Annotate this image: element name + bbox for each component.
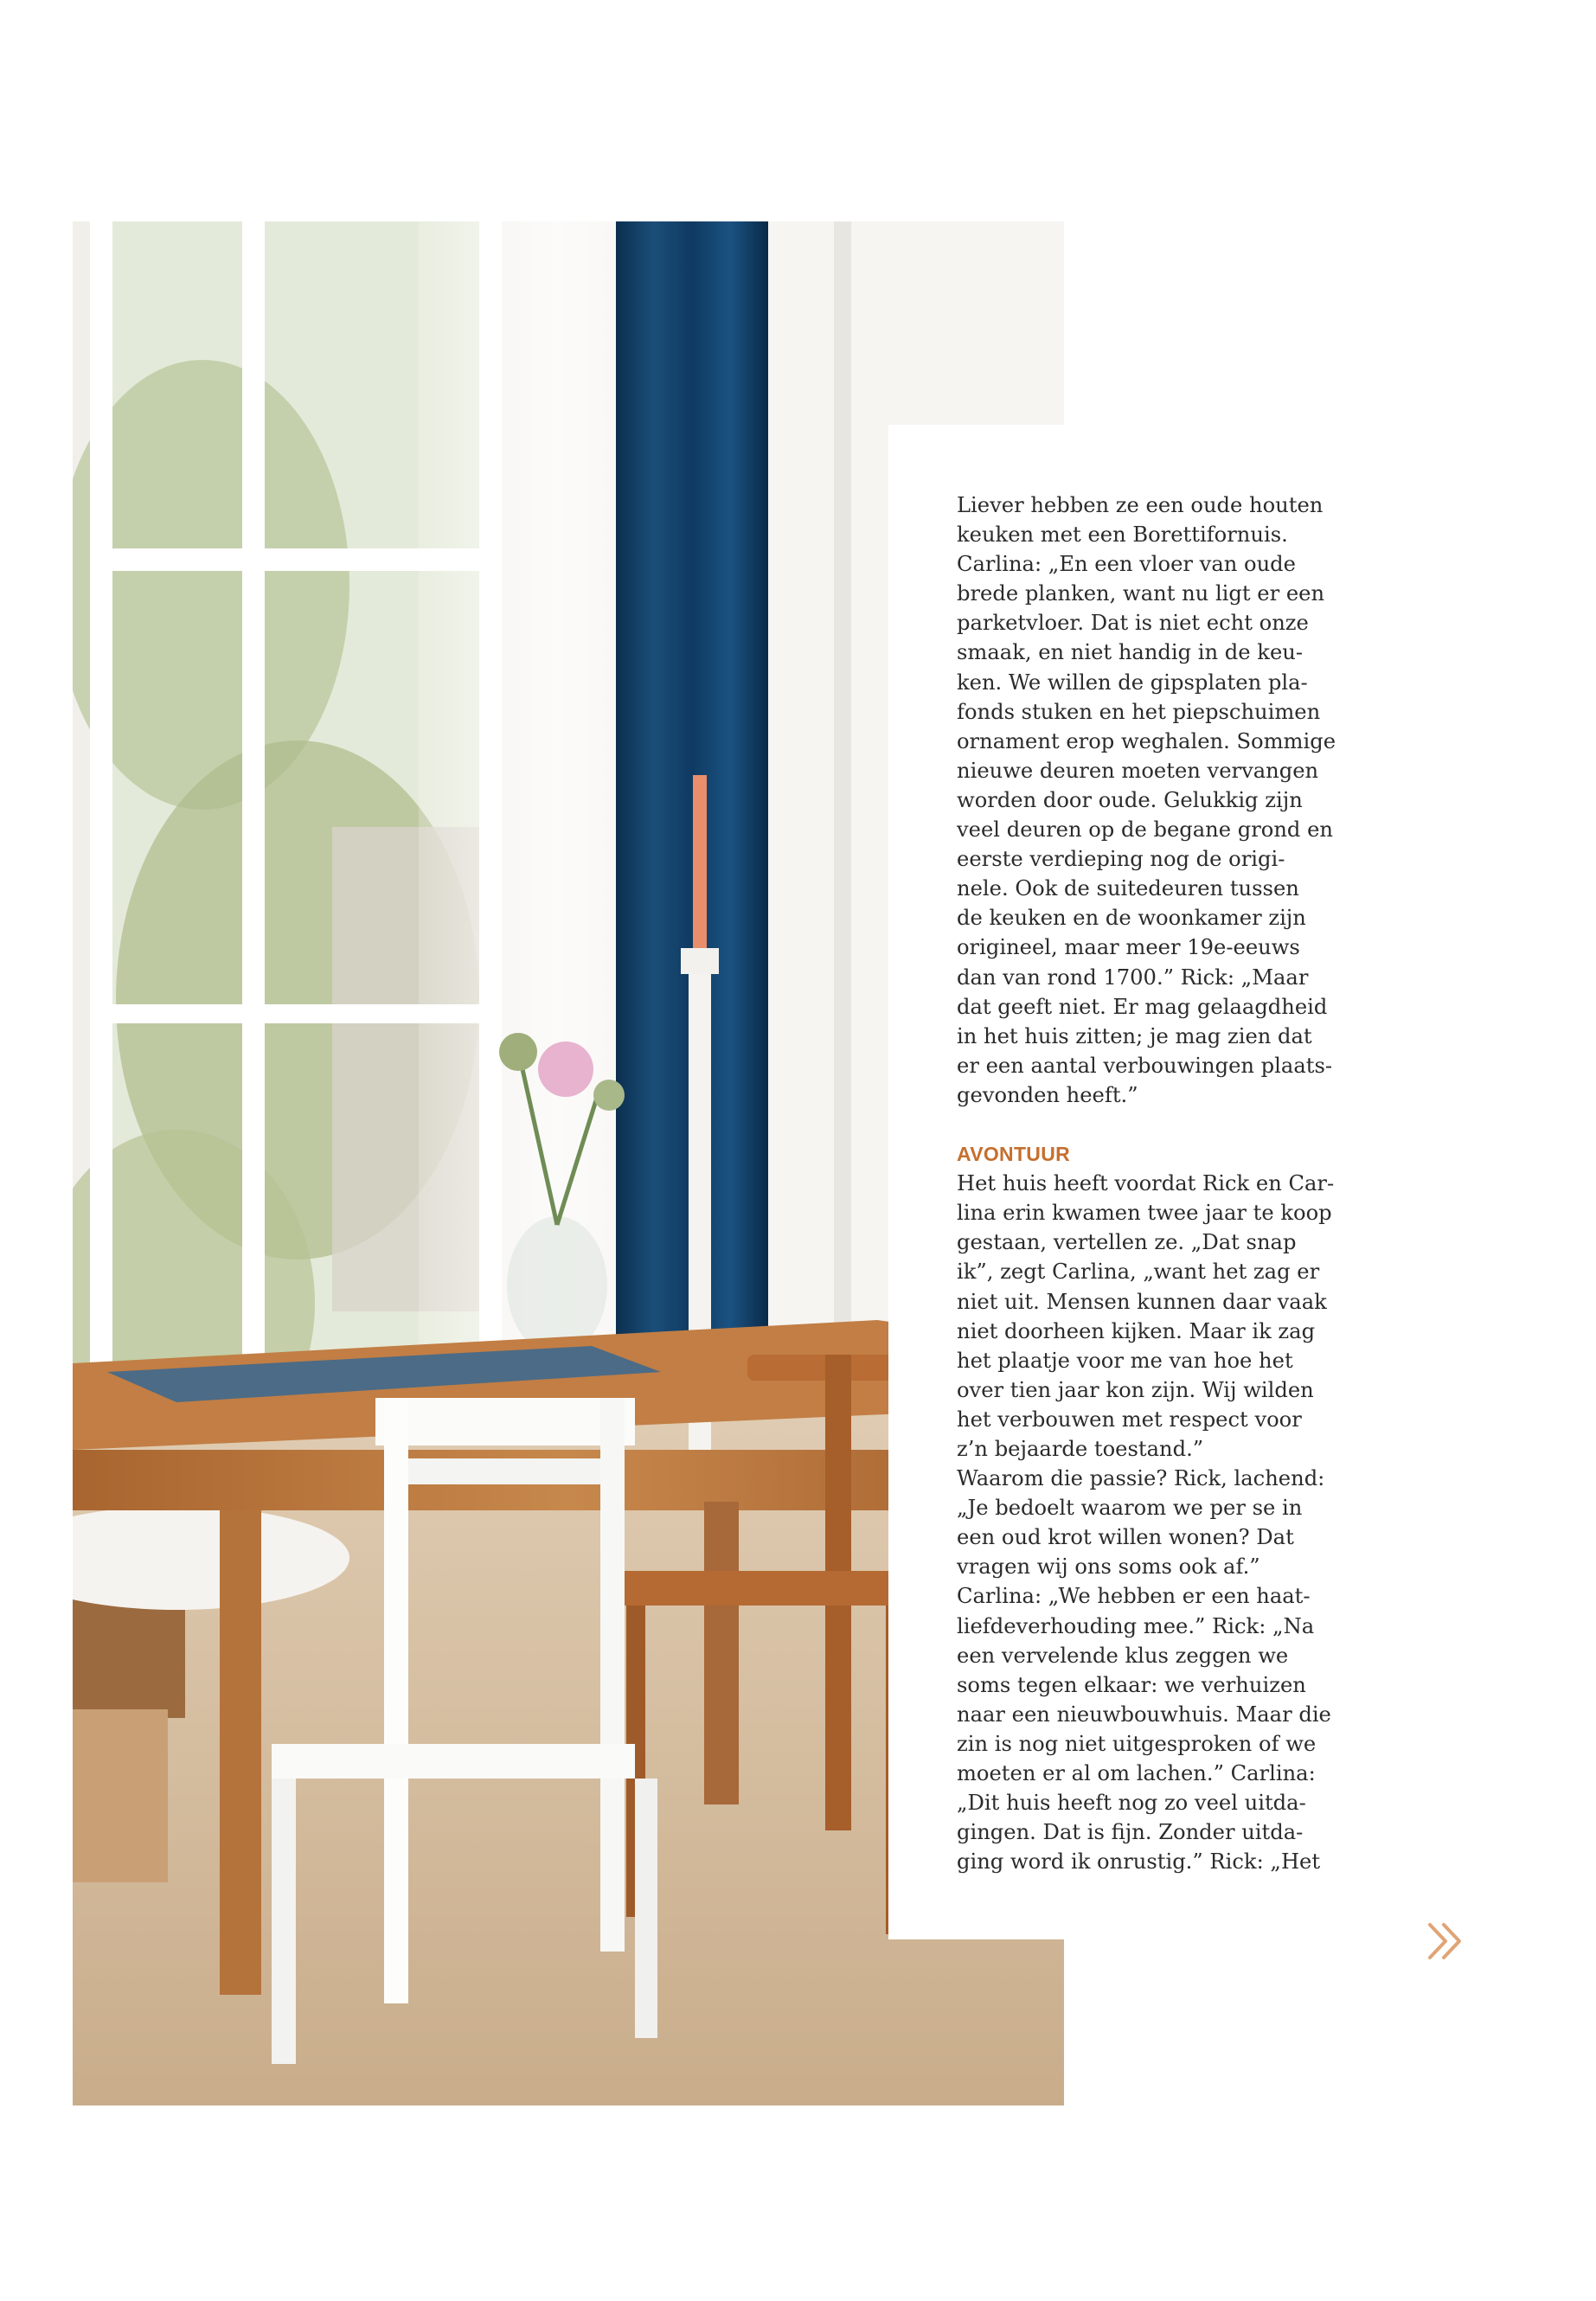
article-line: „Je bedoelt waarom we per se in	[957, 1496, 1303, 1521]
article-line: ken. We willen de gipsplaten pla-	[957, 670, 1308, 695]
article-line: soms tegen elkaar: we verhuizen	[957, 1672, 1306, 1697]
article-line: Carlina: „We hebben er een haat-	[957, 1584, 1311, 1609]
article-line: het verbouwen met respect voor	[957, 1407, 1302, 1432]
article-line: dat geeft niet. Er mag gelaagdheid	[957, 994, 1328, 1019]
article-line: er een aantal verbouwingen plaats-	[957, 1053, 1333, 1078]
article-line: Het huis heeft voordat Rick en Car-	[957, 1171, 1335, 1196]
article-line: over tien jaar kon zijn. Wij wilden	[957, 1377, 1314, 1402]
article-line: worden door oude. Gelukkig zijn	[957, 787, 1303, 812]
article-line: keuken met een Borettifornuis.	[957, 522, 1288, 548]
article-text-panel	[888, 425, 1356, 1939]
article-line: gingen. Dat is fijn. Zonder uitda-	[957, 1820, 1304, 1845]
article-line: in het huis zitten; je mag zien dat	[957, 1023, 1312, 1048]
article-paragraph	[957, 1169, 1355, 1464]
article-line: een oud krot willen wonen? Dat	[957, 1525, 1294, 1550]
article-line: Carlina: „En een vloer van oude	[957, 552, 1296, 577]
article-line: brede planken, want nu ligt er een	[957, 581, 1325, 606]
article-line: „Dit huis heeft nog zo veel uitda-	[957, 1791, 1306, 1816]
section-heading: AVONTUUR	[957, 1143, 1071, 1166]
article-line: de keuken en de woonkamer zijn	[957, 906, 1306, 931]
article-line: origineel, maar meer 19e-eeuws	[957, 935, 1300, 960]
article-line: niet uit. Mensen kunnen daar vaak	[957, 1289, 1327, 1314]
article-line: liefdeverhouding mee.” Rick: „Na	[957, 1613, 1315, 1638]
article-line: nieuwe deuren moeten vervangen	[957, 758, 1319, 783]
article-line: Liever hebben ze een oude houten	[957, 493, 1324, 517]
article-line: z’n bejaarde toestand.”	[957, 1437, 1204, 1461]
article-line: het plaatje voor me van hoe het	[957, 1348, 1293, 1373]
article-line: ornament erop weghalen. Sommige	[957, 728, 1336, 753]
article-line: een vervelende klus zeggen we	[957, 1643, 1289, 1668]
article-line: lina erin kwamen twee jaar te koop	[957, 1201, 1332, 1226]
article-line: zin is nog niet uitgesproken of we	[957, 1731, 1317, 1756]
article-line: vragen wij ons soms ook af.”	[957, 1554, 1260, 1580]
article-line: fonds stuken en het piepschuimen	[957, 699, 1321, 724]
article-paragraph	[957, 1464, 1355, 1876]
article-line: smaak, en niet handig in de keu-	[957, 640, 1304, 665]
article-line: dan van rond 1700.” Rick: „Maar	[957, 965, 1309, 990]
article-line: ik”, zegt Carlina, „want het zag er	[957, 1259, 1320, 1285]
article-line: nele. Ook de suitedeuren tussen	[957, 876, 1299, 901]
article-body	[957, 490, 1355, 1876]
article-line: parketvloer. Dat is niet echt onze	[957, 611, 1309, 636]
double-chevron-right-icon	[1425, 1921, 1468, 1961]
article-line: eerste verdieping nog de origi-	[957, 847, 1285, 872]
article-line: niet doorheen kijken. Maar ik zag	[957, 1318, 1316, 1343]
article-line: naar een nieuwbouwhuis. Maar die	[957, 1702, 1331, 1727]
article-line: ging word ik onrustig.” Rick: „Het	[957, 1849, 1321, 1875]
article-paragraph	[957, 490, 1355, 1110]
article-line: moeten er al om lachen.” Carlina:	[957, 1761, 1316, 1786]
article-line: Waarom die passie? Rick, lachend:	[957, 1466, 1325, 1491]
article-line: veel deuren op de begane grond en	[957, 817, 1333, 843]
article-line: gevonden heeft.”	[957, 1082, 1138, 1107]
article-line: gestaan, vertellen ze. „Dat snap	[957, 1230, 1297, 1255]
